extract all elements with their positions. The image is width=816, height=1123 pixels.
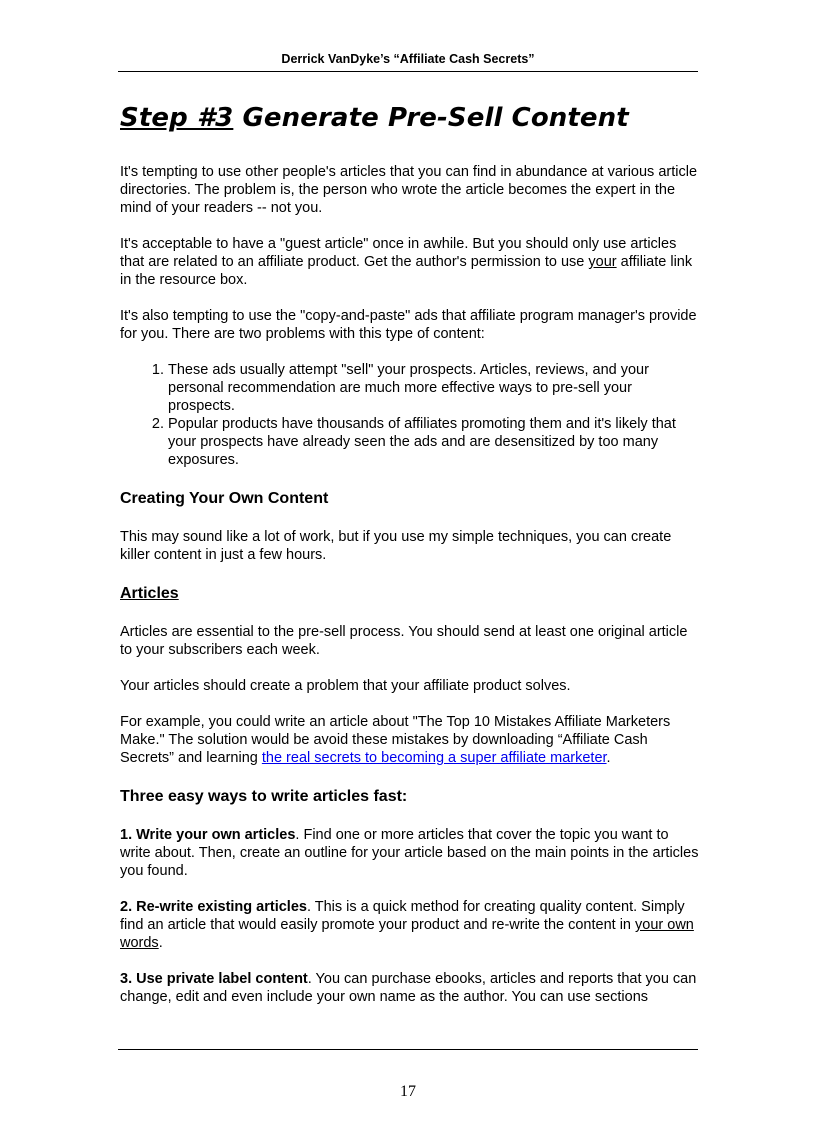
list-item: 2. Popular products have thousands of affiliates promoting them and it's likely that your prospects have already seen the ads and are desensitized by too many exposures. — [168, 415, 700, 469]
own-words-underlined: your own words — [120, 917, 694, 951]
intro-paragraph: It's tempting to use other people's articles that you can find in abundance at various article directories. The problem is, the person who wrote the article becomes the expert in the mind of your readers -- not you. — [120, 164, 698, 216]
header-rule — [118, 71, 698, 72]
title-rest: Generate Pre-Sell Content — [233, 103, 629, 133]
page-number: 17 — [400, 1083, 416, 1100]
problems-list — [120, 361, 700, 469]
footer-rule — [118, 1049, 698, 1050]
articles-paragraph-2: Your articles should create a problem that your affiliate product solves. — [120, 678, 571, 694]
way-3-paragraph: 3. Use private label content. You can purchase ebooks, articles and reports that you can change, edit and even include your own name as the author. You can use sections — [120, 971, 697, 1005]
way-1-paragraph: 1. Write your own articles. Find one or more articles that cover the topic you want to write about. Then, create an outline for your article based on the main points in the articles you found. — [120, 827, 699, 879]
title-step: Step #3 — [120, 103, 234, 133]
three-ways-heading: Three easy ways to write articles fast: — [120, 788, 408, 805]
articles-heading: Articles — [120, 585, 179, 602]
copy-paste-paragraph: It's also tempting to use the "copy-and-paste" ads that affiliate program manager's provide for you. There are two problems with this type of content: — [120, 308, 697, 342]
page-body — [120, 98, 700, 1006]
own-content-heading: Creating Your Own Content — [120, 490, 329, 507]
super-affiliate-link[interactable]: the real secrets to becoming a super affiliate marketer — [261, 750, 607, 766]
page-title — [120, 98, 700, 138]
guest-article-paragraph: It's acceptable to have a "guest article" once in awhile. But you should only use articles that are related to an affiliate product. Get the author's permission to use your affiliate link in the resource box. — [120, 236, 693, 288]
list-item: 1. These ads usually attempt "sell" your prospects. Articles, reviews, and your personal recommendation are much more effective ways to pre-sell your prospects. — [168, 361, 700, 415]
articles-paragraph-3: For example, you could write an article about "The Top 10 Mistakes Affiliate Marketers Make." The solution would be avoid these mistakes by downloading “Affiliate Cash Secrets” and learning the real secrets to becoming a super affiliate marketer. — [120, 714, 671, 766]
running-header: Derrick VanDyke’s “Affiliate Cash Secrets” — [281, 52, 535, 66]
own-content-paragraph: This may sound like a lot of work, but if you use my simple techniques, you can create killer content in just a few hours. — [120, 529, 672, 563]
way-2-paragraph: 2. Re-write existing articles. This is a quick method for creating quality content. Simply find an article that would easily promote your product and re-write the content in your own words. — [120, 899, 694, 951]
your-underlined: your — [588, 254, 617, 270]
articles-paragraph-1: Articles are essential to the pre-sell process. You should send at least one original article to your subscribers each week. — [120, 624, 688, 658]
